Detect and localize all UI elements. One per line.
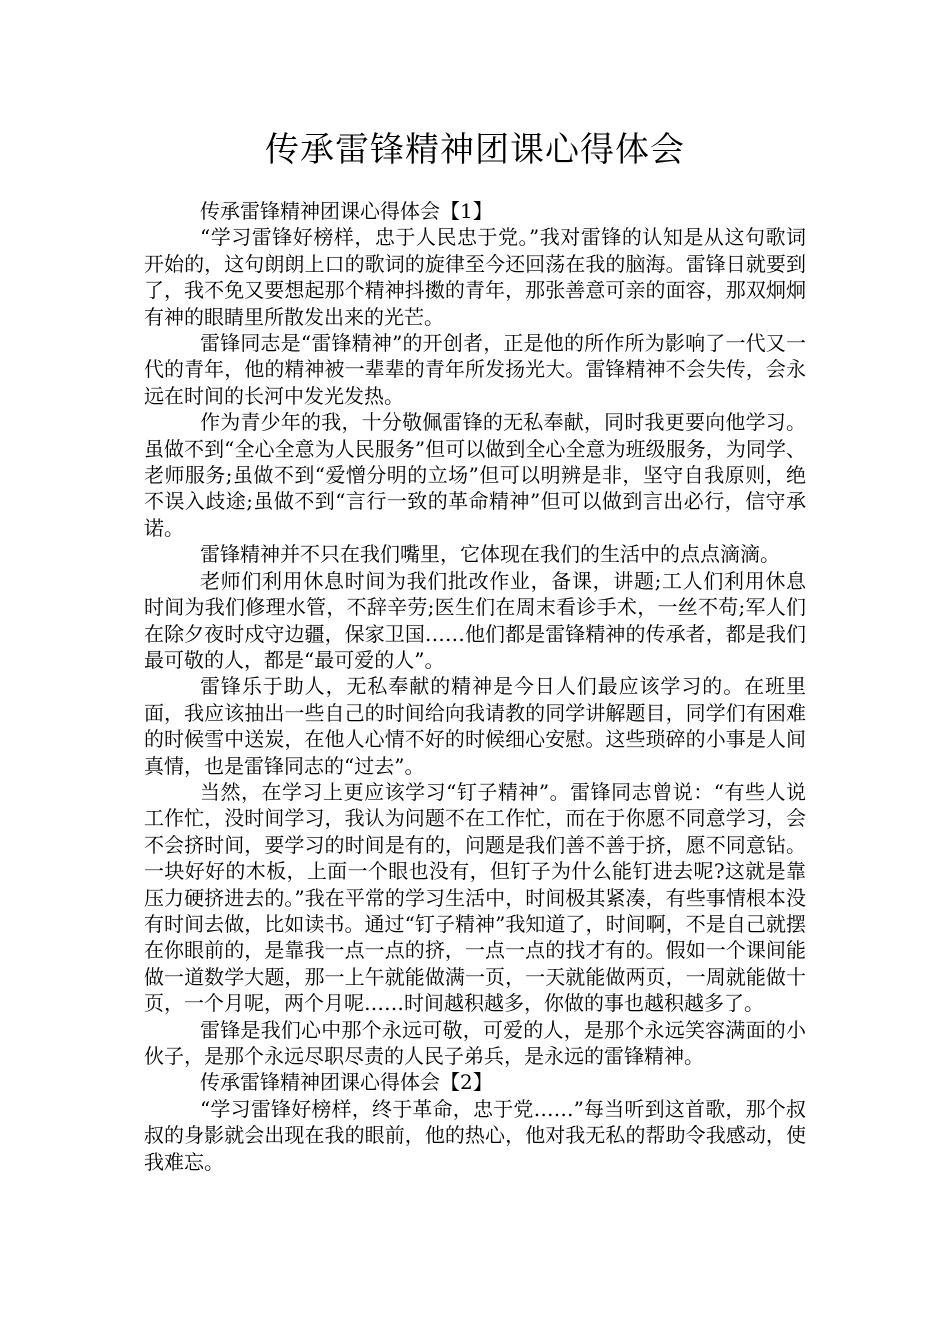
section-heading-2: 传承雷锋精神团课心得体会【2】	[200, 1070, 493, 1095]
paragraph: “学习雷锋好榜样，忠于人民忠于党。”我对雷锋的认知是从这句歌词开始的，这句朗朗上口的歌词的旋律至今还回荡在我的脑海。雷锋日就要到了，我不免又要想起那个精神抖擞的青年，那张善意可亲的面容，那双炯炯有神的眼睛里所散发出来的光芒。	[144, 225, 806, 329]
document-title: 传承雷锋精神团课心得体会	[265, 130, 685, 170]
document-body	[144, 198, 806, 1175]
paragraph: 雷锋精神并不只在我们嘴里，它体现在我们的生活中的点点滴滴。	[200, 542, 780, 567]
paragraph: 作为青少年的我，十分敬佩雷锋的无私奉献，同时我更要向他学习。虽做不到“全心全意为人民服务”但可以做到全心全意为班级服务，为同学、老师服务;虽做不到“爱憎分明的立场”但可以明辨是非，坚守自我原则，绝不误入歧途;虽做不到“言行一致的革命精神”但可以做到言出必行，信守承诺。	[144, 410, 806, 540]
paragraph: 雷锋是我们心中那个永远可敬，可爱的人，是那个永远笑容满面的小伙子，是那个永远尽职尽责的人民子弟兵，是永远的雷锋精神。	[144, 1017, 806, 1068]
paragraph: 雷锋同志是“雷锋精神”的开创者，正是他的所作所为影响了一代又一代的青年，他的精神被一辈辈的青年所发扬光大。雷锋精神不会失传，会永远在时间的长河中发光发热。	[144, 331, 806, 408]
paragraph: 当然，在学习上更应该学习“钉子精神”。雷锋同志曾说：“有些人说工作忙，没时间学习，我认为问题不在工作忙，而在于你愿不同意学习，会不会挤时间，要学习的时间是有的，问题是我们善不善于挤，愿不同意钻。一块好好的木板，上面一个眼也没有，但钉子为什么能钉进去呢?这就是靠压力硬挤进去的。”我在平常的学习生活中，时间极其紧凑，有些事情根本没有时间去做，比如读书。通过“钉子精神”我知道了，时间啊，不是自己就摆在你眼前的，是靠我一点一点的挤，一点一点的找才有的。假如一个课间能做一道数学大题，那一上午就能做满一页，一天就能做两页，一周就能做十页，一个月呢，两个月呢……时间越积越多，你做的事也越积越多了。	[144, 779, 806, 1016]
paragraph: 雷锋乐于助人，无私奉献的精神是今日人们最应该学习的。在班里面，我应该抽出一些自己的时间给向我请教的同学讲解题目，同学们有困难的时候雪中送炭，在他人心情不好的时候细心安慰。这些琐碎的小事是人间真情，也是雷锋同志的“过去”。	[144, 674, 806, 778]
section-heading-1: 传承雷锋精神团课心得体会【1】	[200, 199, 493, 223]
paragraph: 老师们利用休息时间为我们批改作业，备课，讲题;工人们利用休息时间为我们修理水管，不辞辛劳;医生们在周末看诊手术，一丝不苟;军人们在除夕夜时戍守边疆，保家卫国……他们都是雷锋精神的传承者，都是我们最可敬的人，都是“最可爱的人”。	[144, 568, 806, 672]
paragraph: “学习雷锋好榜样，终于革命，忠于党……”每当听到这首歌，那个叔叔的身影就会出现在我的眼前，他的热心，他对我无私的帮助令我感动，使我难忘。	[144, 1096, 806, 1174]
